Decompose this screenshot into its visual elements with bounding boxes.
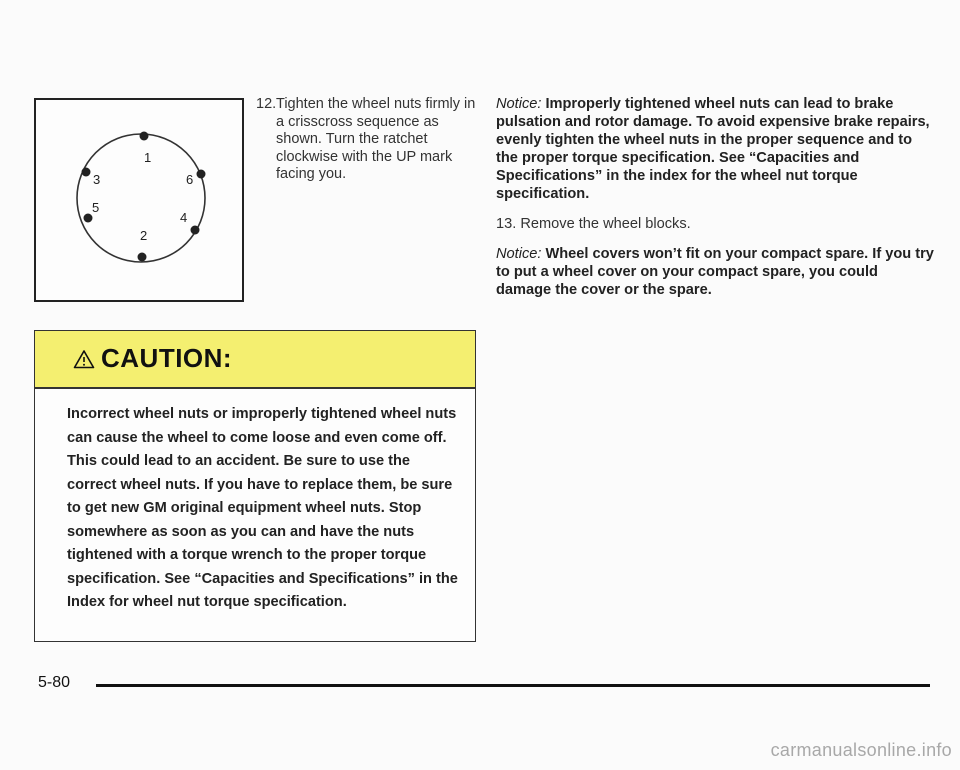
lug-nut-sequence-figure xyxy=(34,98,244,302)
lug-label-3: 3 xyxy=(93,172,101,187)
wheel-diagram xyxy=(36,100,242,300)
lug-nut-2 xyxy=(138,253,147,262)
watermark: carmanualsonline.info xyxy=(770,740,952,760)
warning-triangle-icon xyxy=(73,349,95,369)
page-number: 5-80 xyxy=(38,674,71,691)
notice-text: Improperly tightened wheel nuts can lead to brake pulsation and rotor damage. To avoid expensive brake repairs, evenly tighten the wheel nuts in the proper sequence and to the proper torque specification. See “Capacities and Specifications” in the index for the wheel nut torque specification. xyxy=(496,96,930,202)
caution-box xyxy=(34,330,476,642)
step-13: 13. Remove the wheel blocks. xyxy=(496,216,691,232)
lug-label-5: 5 xyxy=(92,200,100,215)
lug-nut-1 xyxy=(140,132,149,141)
caution-title: CAUTION: xyxy=(101,343,233,373)
lug-nut-3 xyxy=(82,168,91,177)
lug-label-4: 4 xyxy=(180,210,188,225)
notice-label: Notice: xyxy=(496,96,542,112)
caution-body: Incorrect wheel nuts or improperly tightened wheel nuts can cause the wheel to come loose and even come off. This could lead to an accident. Be sure to use the correct wheel nuts. If you have to replace them, be sure to get new GM original equipment wheel nuts. Stop somewhere as soon as you can and have the nuts tightened with a torque wrench to the proper torque specification. See “Capacities and Specifications” in the Index for wheel nut torque specification. xyxy=(67,406,458,610)
step-number: 12. xyxy=(256,96,277,112)
notice-wheel-cover xyxy=(496,245,936,299)
lug-nut-6 xyxy=(197,170,206,179)
notice-text: Wheel covers won’t fit on your compact spare. If you try to put a wheel cover on your compact spare, you could damage the cover or the spare. xyxy=(496,246,934,298)
caution-header xyxy=(35,331,475,389)
lug-label-1: 1 xyxy=(144,150,152,165)
step-text: Tighten the wheel nuts firmly in a crisscross sequence as shown. Turn the ratchet clockwise with the UP mark facing you. xyxy=(276,96,476,182)
right-column xyxy=(496,95,936,311)
notice-label: Notice: xyxy=(496,246,542,262)
lug-label-6: 6 xyxy=(186,172,194,187)
footer-rule xyxy=(96,684,930,687)
lug-nut-4 xyxy=(191,226,200,235)
notice-brake xyxy=(496,95,936,203)
lug-label-2: 2 xyxy=(140,228,148,243)
